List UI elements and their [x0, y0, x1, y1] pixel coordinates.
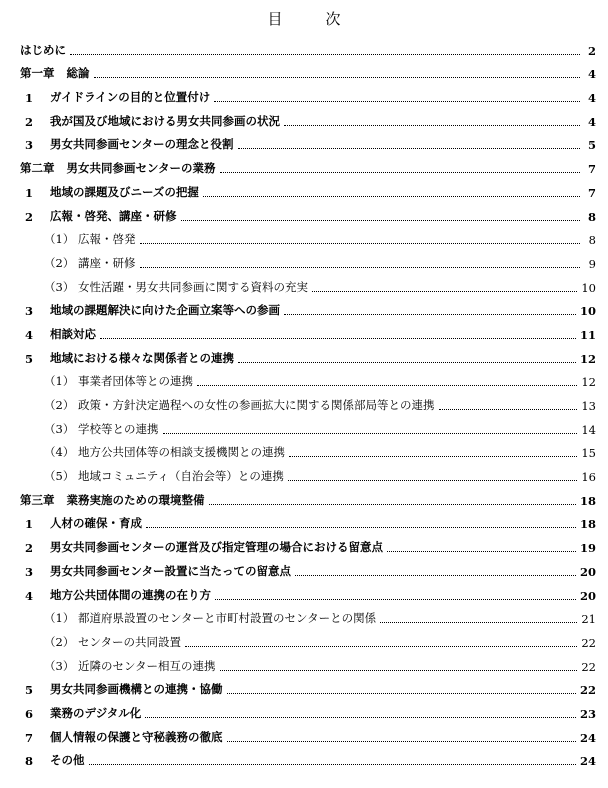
toc-entry-number: 7 — [25, 730, 34, 745]
toc-entry-number: 6 — [25, 706, 34, 721]
toc-entry-number: 8 — [25, 754, 34, 769]
toc-entry[interactable] — [20, 366, 596, 390]
toc-entry[interactable] — [20, 318, 596, 342]
toc-entry[interactable] — [20, 413, 596, 437]
toc-entry-label: 学校等との連携 — [78, 421, 159, 436]
toc-entry-label: 相談対応 — [50, 326, 96, 341]
toc-entry[interactable] — [20, 437, 596, 461]
toc-entry-label: 事業者団体等との連携 — [78, 374, 193, 389]
toc-entry[interactable] — [20, 626, 596, 650]
toc-entry[interactable] — [20, 508, 596, 532]
dot-leader — [288, 480, 578, 481]
toc-entry-label: 講座・研修 — [78, 255, 136, 270]
toc-entry-number: 1 — [25, 185, 34, 200]
toc-entry-page: 11 — [579, 327, 596, 342]
toc-entry-label: 男女共同参画センターの運営及び指定管理の場合における留意点 — [50, 540, 384, 555]
toc-entry-page: 12 — [579, 351, 596, 366]
toc-entry-page: 7 — [587, 185, 596, 200]
toc-entry-label: 我が国及び地域における男女共同参画の状況 — [50, 113, 280, 128]
toc-entry[interactable] — [20, 247, 596, 271]
toc-entry-number: 第二章 — [20, 161, 55, 176]
toc-entry-number: 2 — [25, 114, 34, 129]
dot-leader — [145, 717, 576, 718]
toc-entry-label: 男女共同参画センター設置に当たっての留意点 — [50, 563, 292, 578]
toc-entry-label: 地域コミュニティ（自治会等）との連携 — [78, 469, 284, 484]
toc-entry[interactable] — [20, 579, 596, 603]
toc-entry-page: 13 — [581, 399, 596, 413]
toc-entry-page: 19 — [579, 541, 596, 556]
toc-entry-page: 5 — [587, 138, 596, 153]
toc-entry-page: 12 — [581, 375, 596, 390]
dot-leader — [89, 764, 576, 765]
toc-entry-page: 20 — [579, 588, 596, 603]
toc-entry-label: はじめに — [20, 42, 66, 57]
dot-leader — [70, 54, 580, 55]
toc-entry-label: 政策・方針決定過程への女性の参画拡大に関する関係部局等との連携 — [78, 398, 435, 412]
toc-entry-page: 10 — [581, 280, 596, 295]
toc-entry-label: 近隣のセンター相互の連携 — [78, 658, 216, 673]
toc-entry-number: 2 — [25, 209, 34, 224]
toc-entry[interactable] — [20, 105, 596, 129]
toc-entry[interactable] — [20, 81, 596, 105]
toc-entry-label: ガイドラインの目的と位置付け — [50, 90, 211, 105]
dot-leader — [238, 362, 576, 363]
toc-entry-number: （1） — [44, 611, 75, 626]
toc-entry[interactable] — [20, 721, 596, 745]
toc-entry-page: 24 — [579, 754, 596, 769]
toc-entry[interactable] — [20, 531, 596, 555]
dot-leader — [284, 125, 580, 126]
toc-entry-label: 地域の課題解決に向けた企画立案等への参画 — [50, 303, 280, 318]
toc-entry-page: 24 — [579, 730, 596, 745]
dot-leader — [163, 433, 578, 434]
toc-entry-page: 16 — [581, 470, 596, 485]
toc-entry[interactable] — [20, 555, 596, 579]
toc-entry-label: 個人情報の保護と守秘義務の徹底 — [50, 729, 223, 744]
toc-entry-number: （1） — [44, 374, 75, 389]
toc-entry[interactable] — [20, 176, 596, 200]
toc-entry-label: 業務実施のための環境整備 — [66, 492, 205, 507]
dot-leader — [295, 575, 576, 576]
toc-entry-number: （3） — [44, 658, 75, 673]
dot-leader — [181, 220, 581, 221]
toc-entry-label: 男女共同参画センターの業務 — [66, 161, 216, 176]
toc-entry-label: 地方公共団体間の連携の在り方 — [50, 587, 211, 602]
toc-entry-number: 3 — [25, 564, 34, 579]
toc-entry-number: （4） — [44, 445, 75, 460]
toc-entry-page: 2 — [587, 43, 596, 58]
toc-entry-label: 女性活躍・男女共同参画に関する資料の充実 — [78, 279, 308, 294]
toc-entry-label: その他 — [50, 753, 85, 768]
toc-entry[interactable] — [20, 674, 596, 698]
toc-entry-number: （5） — [44, 469, 75, 484]
toc-entry-page: 9 — [588, 256, 596, 271]
toc-entry-number: 第三章 — [20, 492, 55, 507]
toc-entry-page: 4 — [587, 67, 596, 82]
dot-leader — [220, 172, 580, 173]
toc-entry[interactable] — [20, 224, 596, 248]
toc-entry-label: センターの共同設置 — [78, 634, 182, 649]
dot-leader — [197, 385, 577, 386]
dot-leader — [209, 504, 576, 505]
toc-entry[interactable] — [20, 389, 596, 413]
dot-leader — [220, 670, 578, 671]
dot-leader — [289, 456, 577, 457]
toc-entry-label: 地方公共団体等の相談支援機関との連携 — [78, 445, 285, 460]
dot-leader — [185, 646, 577, 647]
toc-entry-page: 22 — [581, 635, 596, 650]
dot-leader — [203, 196, 580, 197]
dot-leader — [380, 622, 577, 623]
toc-entry-page: 22 — [579, 683, 596, 698]
toc-entry[interactable] — [20, 697, 596, 721]
toc-entry-label: 男女共同参画センターの理念と役割 — [50, 137, 234, 152]
toc-entry-page: 10 — [579, 304, 596, 319]
toc-entry[interactable] — [20, 460, 596, 484]
toc-entry[interactable] — [20, 650, 596, 674]
toc-entry-page: 23 — [579, 706, 596, 721]
toc-entry-number: 1 — [25, 517, 34, 532]
toc-entry-number: （1） — [44, 232, 75, 247]
toc-entry-label: 広報・啓発 — [78, 232, 136, 247]
toc-entry-label: 地域の課題及びニーズの把握 — [50, 184, 199, 199]
dot-leader — [227, 741, 576, 742]
dot-leader — [312, 291, 577, 292]
toc-entry-number: 3 — [25, 138, 34, 153]
toc-entry-page: 15 — [581, 446, 596, 461]
toc-entry-page: 18 — [579, 493, 596, 508]
dot-leader — [140, 267, 581, 268]
toc-entry-number: 4 — [25, 588, 34, 603]
toc-entry[interactable] — [20, 342, 596, 366]
toc-entry-number: 2 — [25, 541, 34, 556]
toc-entry-page: 4 — [587, 91, 596, 106]
toc-entry-label: 都道府県設置のセンターと市町村設置のセンターとの関係 — [78, 611, 377, 626]
toc-entry-number: （2） — [44, 398, 75, 412]
toc-entry-number: 5 — [25, 351, 34, 366]
dot-leader — [100, 338, 576, 339]
dot-leader — [284, 314, 576, 315]
toc-entry-page: 4 — [587, 114, 596, 129]
toc-entry-number: 第一章 — [20, 66, 55, 81]
toc-entry-number: 3 — [25, 304, 34, 319]
toc-entry-label: 広報・啓発、講座・研修 — [50, 208, 177, 223]
toc-entry[interactable] — [20, 200, 596, 224]
dot-leader — [214, 101, 580, 102]
page-title: 目 次 — [267, 10, 355, 28]
toc-entry-label: 業務のデジタル化 — [50, 705, 142, 720]
toc-entry-number: （2） — [44, 255, 75, 270]
toc-entry-page: 8 — [588, 233, 596, 248]
toc-entry-page: 18 — [579, 517, 596, 532]
table-of-contents — [20, 34, 596, 768]
toc-entry[interactable] — [20, 484, 596, 508]
toc-entry[interactable] — [20, 271, 596, 295]
toc-entry-number: 4 — [25, 327, 34, 342]
dot-leader — [215, 599, 576, 600]
toc-entry-page: 14 — [581, 422, 596, 437]
toc-entry-page: 7 — [587, 162, 596, 177]
toc-entry-label: 人材の確保・育成 — [50, 516, 142, 531]
dot-leader — [140, 243, 581, 244]
toc-entry-label: 地域における様々な関係者との連携 — [50, 350, 234, 365]
toc-entry-label: 男女共同参画機構との連携・協働 — [50, 682, 223, 697]
toc-entry-label: 総論 — [66, 66, 90, 81]
toc-entry-number: （2） — [44, 634, 75, 649]
toc-entry[interactable] — [20, 603, 596, 627]
toc-entry-number: （3） — [44, 421, 75, 436]
toc-entry-number: 1 — [25, 91, 34, 106]
toc-entry-page: 8 — [587, 209, 596, 224]
toc-entry-number: 5 — [25, 683, 34, 698]
toc-entry-page: 20 — [579, 564, 596, 579]
dot-leader — [439, 409, 578, 410]
toc-entry-page: 21 — [581, 612, 596, 627]
toc-entry[interactable] — [20, 745, 596, 769]
toc-entry[interactable] — [20, 58, 596, 82]
toc-entry-page: 22 — [581, 659, 596, 674]
dot-leader — [227, 693, 576, 694]
toc-entry[interactable] — [20, 34, 596, 58]
dot-leader — [387, 551, 576, 552]
dot-leader — [238, 148, 580, 149]
toc-entry-number: （3） — [44, 279, 75, 294]
toc-entry[interactable] — [20, 152, 596, 176]
dot-leader — [146, 527, 576, 528]
dot-leader — [94, 77, 581, 78]
toc-entry[interactable] — [20, 129, 596, 153]
toc-entry[interactable] — [20, 295, 596, 319]
